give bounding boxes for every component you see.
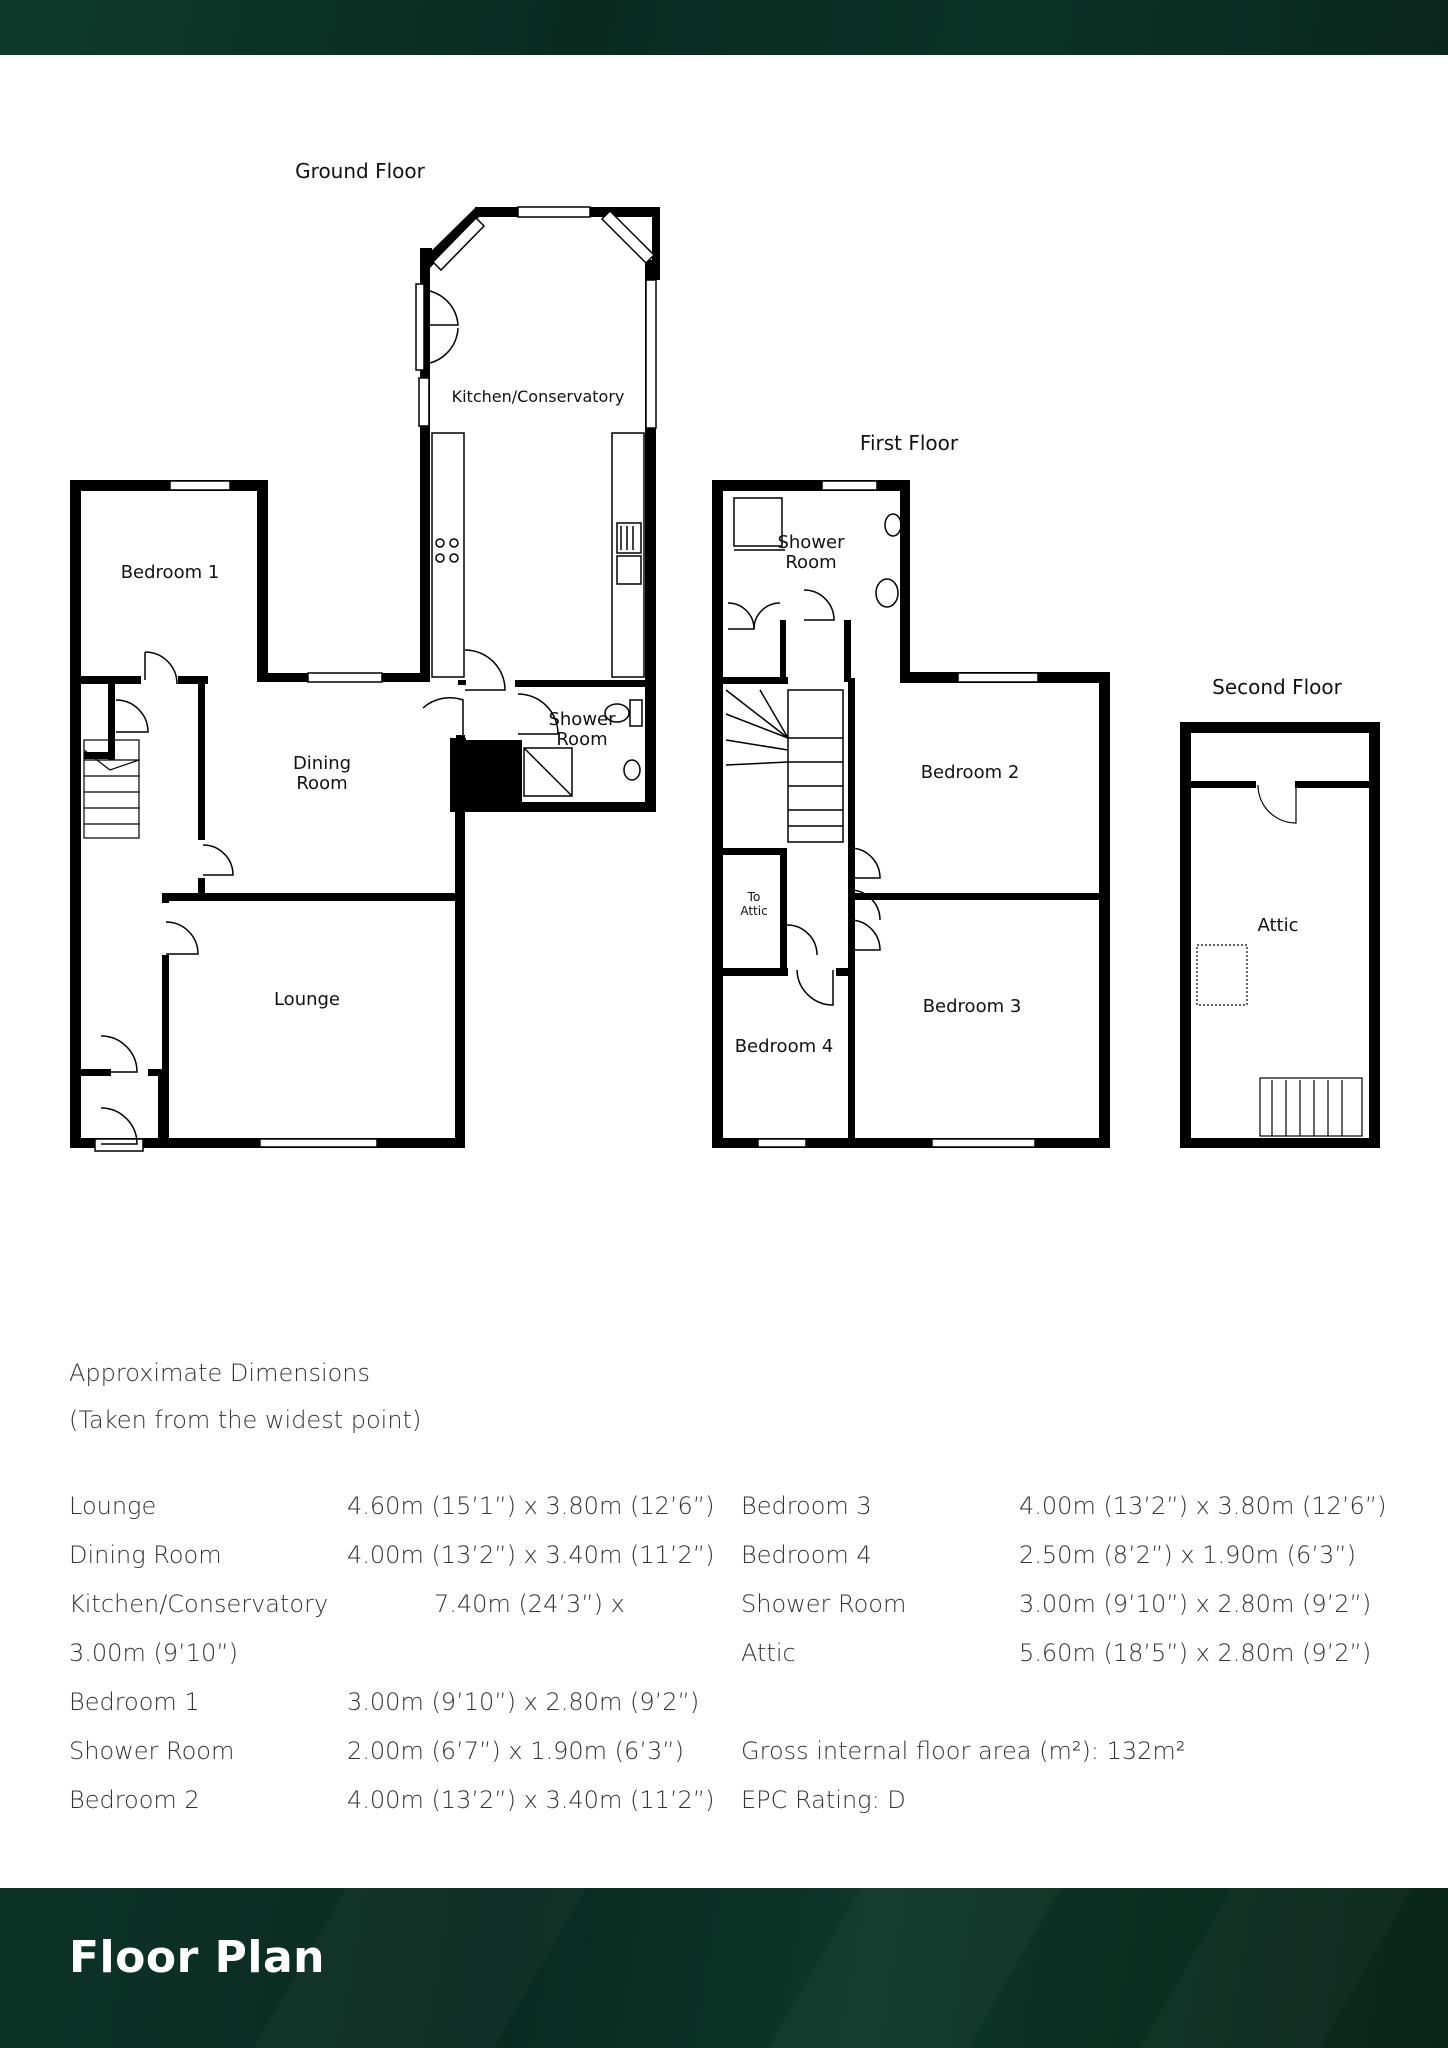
dim-room: Lounge	[69, 1492, 157, 1520]
dim-size: 2.00m (6’7”) x 1.90m (6’3”)	[347, 1737, 685, 1765]
room-label-dining-2: Room	[296, 773, 348, 794]
room-label-bedroom4: Bedroom 4	[734, 1036, 834, 1057]
first-fixtures	[726, 498, 901, 1005]
dim-size: 4.00m (13’2”) x 3.80m (12’6”)	[1019, 1492, 1387, 1520]
dim-room: Shower Room	[69, 1737, 235, 1765]
room-label-dining-1: Dining	[292, 753, 352, 774]
kitchen-counters	[432, 433, 644, 677]
front-door-step	[95, 1139, 143, 1151]
epc-rating: EPC Rating: D	[741, 1786, 906, 1814]
footer-band	[0, 1888, 1448, 2048]
dim-room: Bedroom 3	[741, 1492, 872, 1520]
dimensions-heading: Approximate Dimensions	[69, 1359, 371, 1387]
bedroom1-window	[170, 481, 230, 490]
ground-floor-plan	[70, 207, 660, 1151]
dim-room: Bedroom 4	[741, 1541, 872, 1569]
dim-room: Shower Room	[741, 1590, 907, 1618]
room-label-first-shower-2: Room	[785, 552, 837, 573]
room-label-first-shower-1: Shower	[777, 532, 845, 553]
second-floor-title: Second Floor	[1212, 675, 1342, 699]
room-label-to-attic-2: Attic	[740, 904, 768, 918]
room-label-ground-shower-2: Room	[556, 729, 608, 750]
dim-size: 4.00m (13’2”) x 3.40m (11’2”)	[347, 1786, 715, 1814]
room-label-bedroom2: Bedroom 2	[920, 762, 1020, 783]
dim-room: Kitchen/Conservatory	[69, 1590, 329, 1618]
room-label-lounge: Lounge	[273, 989, 341, 1010]
room-label-ground-shower-1: Shower	[548, 709, 616, 730]
dim-size: 4.00m (13’2”) x 3.40m (11’2”)	[347, 1541, 715, 1569]
room-label-attic: Attic	[1257, 915, 1299, 936]
gross-area: Gross internal floor area (m²): 132m²	[741, 1737, 1186, 1765]
dim-room: Attic	[741, 1639, 796, 1667]
dining-window	[308, 673, 382, 682]
lounge-window	[260, 1139, 377, 1147]
dimensions-section	[69, 1350, 1389, 1814]
dim-room: 3.00m (9’10”)	[69, 1639, 239, 1667]
room-label-kitchen: Kitchen/Conservatory	[451, 387, 625, 406]
dim-size: 7.40m (24’3”) x	[434, 1590, 625, 1618]
room-label-bedroom3: Bedroom 3	[922, 996, 1022, 1017]
dim-size: 4.60m (15’1”) x 3.80m (12’6”)	[347, 1492, 715, 1520]
room-label-bedroom1: Bedroom 1	[120, 562, 220, 583]
dim-size: 5.60m (18’5”) x 2.80m (9’2”)	[1019, 1639, 1372, 1667]
ground-floor-title: Ground Floor	[295, 159, 425, 183]
dim-room: Dining Room	[69, 1541, 222, 1569]
first-floor-title: First Floor	[859, 431, 959, 455]
footer-title: Floor Plan	[69, 1932, 325, 1983]
dim-room: Bedroom 1	[69, 1688, 200, 1716]
dimensions-subheading: (Taken from the widest point)	[69, 1406, 422, 1434]
kitchen-door	[416, 284, 458, 370]
dim-size: 3.00m (9’10”) x 2.80m (9’2”)	[1019, 1590, 1372, 1618]
dim-size: 2.50m (8’2”) x 1.90m (6’3”)	[1019, 1541, 1357, 1569]
room-label-to-attic-1: To	[747, 890, 761, 904]
dim-room: Bedroom 2	[69, 1786, 200, 1814]
dim-size: 3.00m (9’10”) x 2.80m (9’2”)	[347, 1688, 700, 1716]
